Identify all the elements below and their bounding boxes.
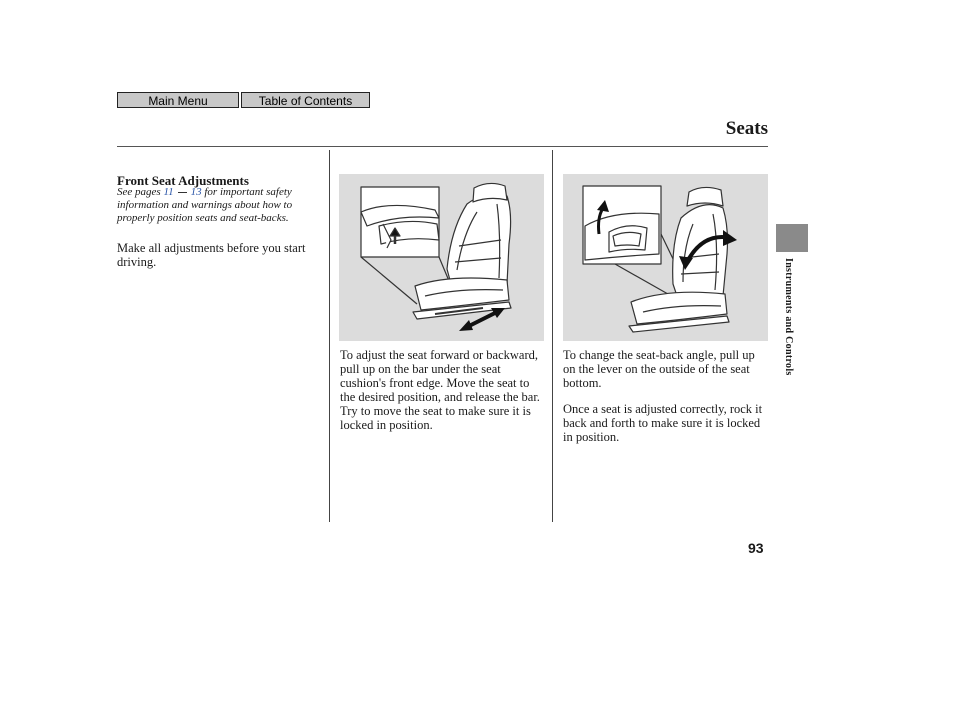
note-prefix: See pages — [117, 186, 164, 198]
chapter-label: Instruments and Controls — [783, 258, 794, 376]
note-suffix: for important safety information and warnings about how to properly position seats and seat-backs. — [117, 186, 293, 224]
seat-slide-drawing — [339, 174, 544, 341]
slide-instructions: To adjust the seat forward or backward, pull up on the bar under the seat cushion's front edge. Move the seat to the desired position, and release the bar. Try to move the seat to make sure it is locked in position. — [340, 348, 540, 432]
header-rule — [117, 146, 768, 147]
main-menu-button[interactable]: Main Menu — [117, 92, 239, 108]
page-link-13[interactable]: 13 — [190, 186, 202, 198]
table-of-contents-button[interactable]: Table of Contents — [241, 92, 370, 108]
seat-recline-illustration — [563, 174, 768, 341]
section-title: Seats — [725, 118, 768, 139]
seat-slide-illustration — [339, 174, 544, 341]
seat-recline-drawing — [563, 174, 768, 341]
range-dash — [178, 192, 187, 193]
page-link-11[interactable]: 11 — [163, 186, 174, 198]
column-divider — [552, 150, 553, 522]
column-divider — [329, 150, 330, 522]
chapter-tab — [776, 224, 808, 252]
subsection-heading: Front Seat Adjustments — [117, 173, 249, 188]
page-number: 93 — [748, 540, 764, 556]
lock-check-instructions: Once a seat is adjusted correctly, rock it back and forth to make sure it is locked in position. — [563, 402, 763, 444]
safety-note — [117, 186, 322, 225]
intro-paragraph: Make all adjustments before you start driving. — [117, 241, 306, 269]
recline-instructions: To change the seat-back angle, pull up on the lever on the outside of the seat bottom. — [563, 348, 755, 390]
